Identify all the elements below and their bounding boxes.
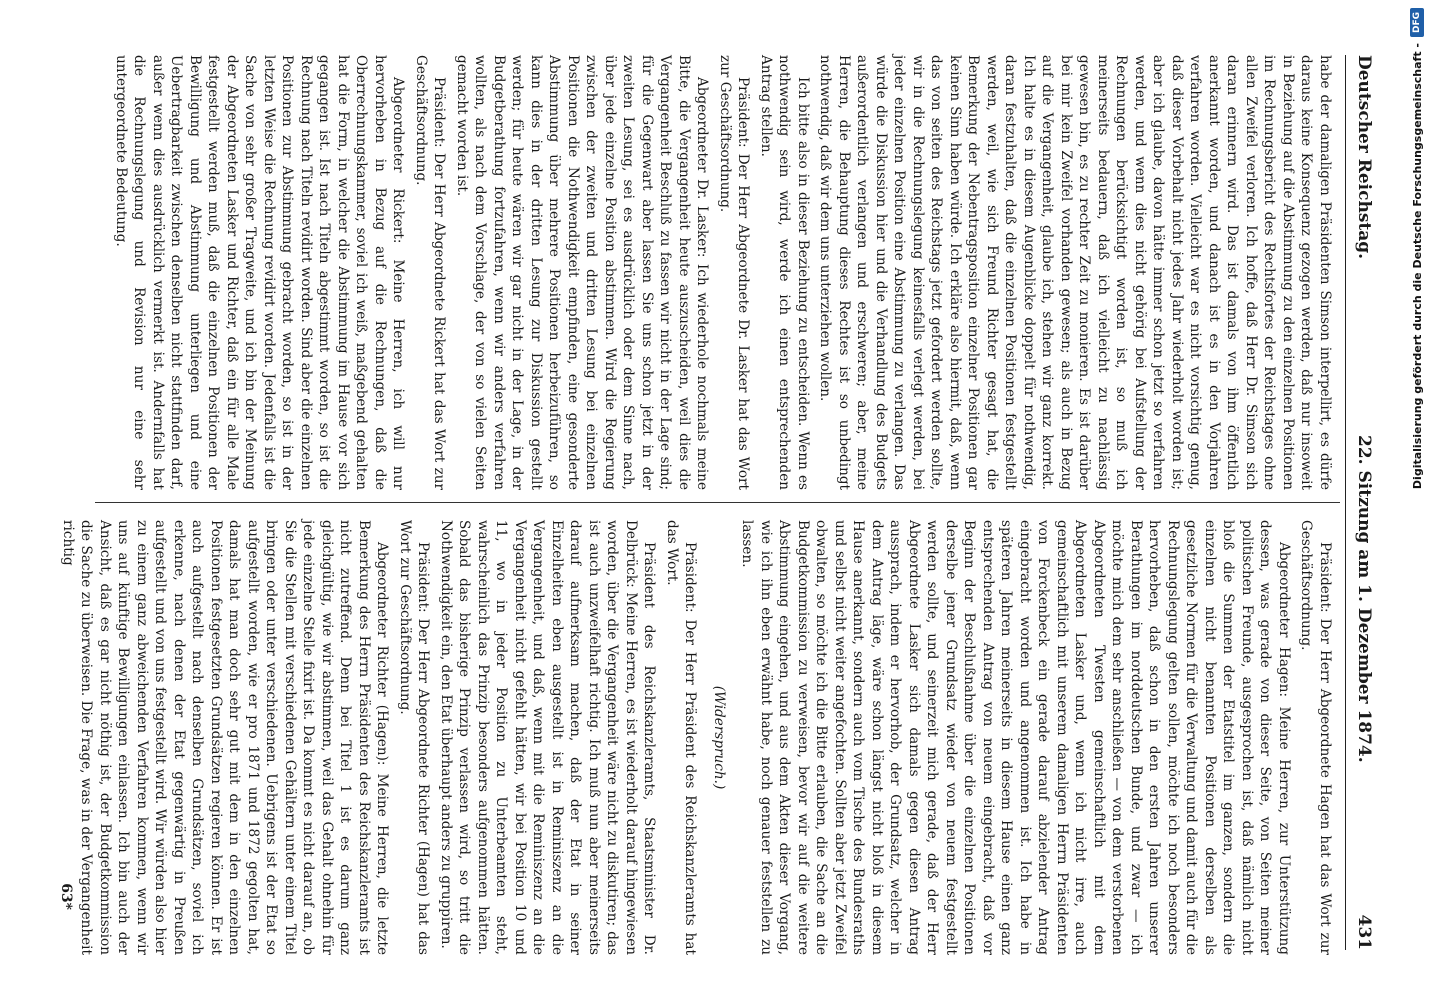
column-divider (95, 502, 1340, 503)
right-column (55, 520, 1335, 955)
sheet-signature: 63* (58, 883, 74, 910)
paragraph: Abgeordneter Rickert: Meine Herren, ich will nur hervorheben in Bezug auf die Rechnungen, daß die Oberrechnungskammer, soviel ich weiß, maßgebend gehalten hat die Form, in welcher die Abstimmung im Hause vor sich gegangen ist. Ist nach Titeln abgestimmt worden, so ist die Rechnung nach Titeln revidirt worden. Sind aber die einzelnen Positionen zur Abstimmung gebracht worden, so ist in der letzten Weise die Rechnung revidirt worden. Jedenfalls ist die Sache von sehr großer Tragweite, und ich bin der Meinung der Abgeordneten Lasker und Richter, daß ein für alle Male festgestellt werden muß, daß die einzelnen Positionen der Bewilligung und Abstimmung unterliegen und eine Uebertragbarkeit zwischen denselben nicht stattfinden darf, außer wenn dies ausdrücklich vermerkt ist. Andernfalls hat die Rechnungslegung und Revision nur eine sehr untergeordnete Bedeutung. (113, 55, 407, 490)
dfg-logo: DFG (1410, 8, 1424, 37)
dfg-stamp-text: Digitalisierung gefördert durch die Deutsche Forschungsgemeinschaft - (1410, 43, 1424, 490)
paragraph: Präsident: Der Herr Abgeordnete Richter (Hagen) hat das Wort zur Geschäftsordnung. (397, 520, 432, 955)
paragraph: Abgeordneter Dr. Lasker: Ich wiederhole nochmals meine Bitte, die Vergangenheit heute auszuscheiden, weil dies die Vergangenheit Beschluß zu fassen wir nicht in der Lage sind; für die Gegenwart aber lassen Sie uns schon jetzt in der zweiten Lesung, sei es ausdrücklich oder dem Sinne nach, über jede einzelne Position abstimmen. Wird die Regierung zwischen der zweiten und dritten Lesung bei einzelnen Positionen die Nothwendigkeit empfinden, eine gesonderte Abstimmung über mehrere Positionen herbeizuführen, so kann dies in der dritten Lesung zur Diskussion gestellt werden; für heute wären wir gar nicht in der Lage, in der Budgetberathung fortzufahren, wenn wir anders verfahren wollten, als nach dem Vorschlage, der von so vielen Seiten gemacht worden ist. (454, 55, 711, 490)
paragraph: Präsident des Reichskanzleramts, Staatsminister Dr. Delbrück: Meine Herren, es ist wiederholt darauf hingewiesen worden, über die Vergangenheit wäre nicht zu diskutiren; das ist auch unzweifelhaft richtig. Ich muß nun aber meinerseits darauf aufmerksam machen, daß der Etat in seiner Einzelheiten eben ausgestellt ist in Reminiszenz an die Vergangenheit, und daß, wenn mit die Reminiszenz an die Vergangenheit nicht gefehlt hätten, wir bei Position 10 und 11, wo in jeder Position zu Unterbeamten steht, wahrscheinlich das Prinzip besonders aufgenommen hätten. Sobald das bisherige Prinzip verlassen wird, so tritt die Nothwendigkeit ein, den Etat überhaupt anders zu gruppiren. (438, 520, 658, 955)
document-page (36, 30, 1396, 970)
dfg-stamp-inner (1405, 8, 1429, 992)
dfg-stamp (1404, 8, 1430, 992)
header-session: 22. Sitzung am 1. Dezember 1874. (1354, 435, 1374, 763)
header-publication: Deutscher Reichstag. (1354, 55, 1374, 260)
paragraph: Ich bitte also in dieser Beziehung zu entscheiden. Wenn es nothwendig sein wird, werde ich einen entsprechenden Antrag stellen. (758, 55, 811, 490)
paragraph: Präsident: Der Herr Präsident des Reichskanzleramts hat das Wort. (664, 520, 699, 955)
paragraph: Abgeordneter Richter (Hagen): Meine Herren, die letzte Bemerkung des Herrn Präsidenten des Reichskanzleramts ist nicht zutreffend. Denn bei Titel 1 ist es darum ganz gleichgültig, wie wir abstimmen, weil das Gehalt ohnehin für jede einzelne Stelle fixirt ist. Da kommt es nicht darauf an, ob Sie die Stellen mit verschiedenen Gehältern unter einem Titel bringen oder unter verschiedenen. Uebrigens ist der Etat so aufgestellt worden, wie er pro 1871 und 1872 gegolten hat, damals hat man doch sehr gut mit dem in den einzelnen Positionen festgesetzten Grundsätzen regieren können. Er ist auch aufgestellt nach denselben Grundsätzen, soviel ich erkenne, nach denen der Etat gegenwärtig in Preußen aufgestellt und von uns festgestellt wird. Wir würden also hier zu einem ganz abweichenden Verfahren kommen, wenn wir uns auf künftige Bewilligungen einlassen. Ich bin auch der Ansicht, daß es gar nicht nöthig ist, der Budgetkommission die Sache zu überweisen. Die Frage, was in der Vergangenheit richtig (60, 520, 391, 955)
paragraph: Abgeordneter Hagen: Meine Herren, zur Unterstützung dessen, was gerade von dieser Seite, von Seiten meiner politischen Freunde, ausgesprochen ist, daß nämlich nicht bloß die Summen der Etatstitel im ganzen, sondern die einzelnen nicht benannten Positionen derselben als gesetzliche Normen für die Verwaltung und damit auch für die Rechnungslegung gelten sollen, möchte ich noch besonders hervorheben, daß schon in den ersten Jahren unserer Berathungen im norddeutschen Bunde, und zwar — ich möchte mich dem sehr anschließen — von dem verstorbenen Abgeordneten Twesten gemeinschaftlich mit dem Abgeordneten Lasker und, wenn ich nicht irre, auch gemeinschaftlich mit unserem damaligen Herrn Präsidenten von Forckenbeck ein gerade darauf abzielender Antrag eingebracht worden und angenommen ist. Ich habe in späteren Jahren meinerseits in diesem Hause einen ganz entsprechenden Antrag von neuem eingebracht, daß vor Beginn der Beschlußnahme über die einzelnen Positionen derselbe jener Grundsatz wieder von neuem festgestellt werden sollte, und seinerzeit mich gerade, daß der Herr Abgeordnete Lasker sich damals gegen diesen Antrag aussprach, indem er hervorhob, der Grundsatz, welcher in dem Antrag läge, wäre schon längst nicht bloß in diesem Hause anerkannt, sondern auch vom Tische des Bundesraths und selbst nicht weiter angefochten. Sollten aber jetzt Zweifel obwalten, so möchte ich die Bitte erlauben, die Sache an die Budgetkommission zu verweisen, bevor wir auf die weitere Abstimmung eingehen, und aus dem Akten dieser Vorgang, wie ich ihn eben erwähnt habe, noch genauer feststellen zu lassen. (739, 520, 1292, 955)
page-header (1348, 55, 1378, 950)
interjection: (Widerspruch.) (711, 685, 727, 790)
header-rule (1345, 55, 1346, 950)
left-column (108, 55, 1335, 490)
paragraph: Präsident: Der Herr Abgeordnete Rickert hat das Wort zur Geschäftsordnung. (413, 55, 448, 490)
paragraph: Präsident: Der Herr Abgeordnete Dr. Lasker hat das Wort zur Geschäftsordnung. (717, 55, 752, 490)
paragraph: habe der damaligen Präsidenten Simson interpellirt, es dürfe daraus keine Konsequenz gezogen werden, daß nur insoweit in Beziehung auf die Abstimmung zu den einzelnen Positionen im Rechnungsbericht des Rechtsfortes der Reichstages ohne allen Zweifel verloren. Ich hoffe, daß Herr Dr. Simson sich daran erinnern wird. Das ist damals von ihm öffentlich anerkannt worden, und danach ist es in den Vorjahren verfahren worden. Vielleicht war es nicht vorsichtig genug, daß dieser Vorbehalt nicht jedes Jahr wiederholt worden ist; aber ich glaube, davon hätte immer schon jetzt so verfahren werden, und wenn dies nicht gehörig bei Aufstellung der Rechnungen berücksichtigt worden ist, so muß ich meinerseits bedauern, daß ich vielleicht zu nachlässig gewesen bin, es zu rechter Zeit zu monieren. Es ist darüber bei mir kein Zweifel vorhanden gewesen; als auch in Bezug auf die Vergangenheit, glaube ich, stehen wir ganz korrekt. Ich halte es in diesem Augenblicke doppelt für nothwendig, daran festzuhalten, daß die einzelnen Positionen festgestellt werden, weil, wie sich Freund Richter gesagt hat, die Bemerkung der Nebentragsposition einzelner Positionen gar keinen Sinn haben würde. Ich erkläre also hiermit, daß, wenn das von seiten des Reichstags jetzt gefordert werden sollte, wir in die Rechnungslegung keinesfalls verlegt werden, bei jeder einzelnen Position eine Abstimmung zu verlangen. Das würde die Diskussion hier und die Verhandlung des Budgets außerordentlich verlangen und erschweren; aber, meine Herren, die Behauptung dieses Rechtes ist so unbedingt nothwendig, daß wir dem uns unterziehen wollen. (817, 55, 1333, 490)
paragraph: Präsident: Der Herr Abgeordnete Hagen hat das Wort zur Geschäftsordnung. (1298, 520, 1333, 955)
page-number: 431 (1354, 914, 1374, 950)
